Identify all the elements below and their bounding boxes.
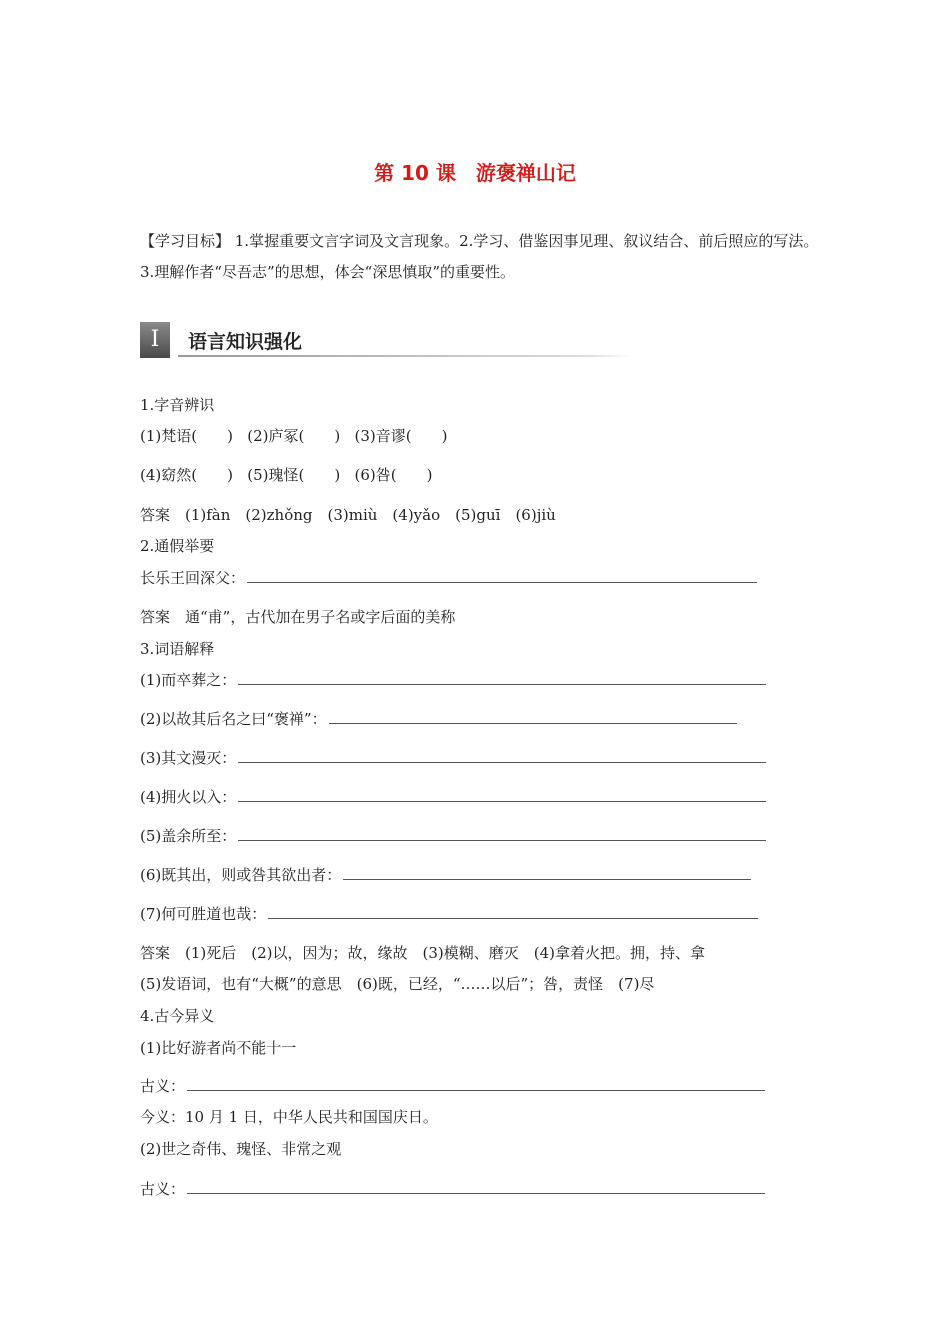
answer-blank[interactable] bbox=[238, 800, 766, 802]
section-header bbox=[140, 322, 830, 358]
q3-item bbox=[140, 825, 766, 846]
q3-item bbox=[140, 747, 766, 768]
gu-label: 古义： bbox=[140, 1077, 186, 1095]
answer-blank[interactable] bbox=[329, 722, 737, 724]
q3-item-label: (7)何可胜道也哉： bbox=[140, 905, 267, 923]
q4-item-1: (1)比好游者尚不能十一 bbox=[140, 1039, 297, 1057]
q3-answer-line2: (5)发语词，也有“大概”的意思 (6)既，已经，“……以后”；咎，责怪 (7)尽 bbox=[140, 975, 655, 993]
q3-item-label: (3)其文漫灭： bbox=[140, 749, 237, 767]
q3-item bbox=[140, 708, 737, 729]
q1-item-1: (1)梵语( ) bbox=[140, 427, 233, 445]
q3-item-label: (4)拥火以入： bbox=[140, 788, 237, 806]
q3-item bbox=[140, 903, 758, 924]
answer-blank[interactable] bbox=[238, 761, 766, 763]
gu-label: 古义： bbox=[140, 1180, 186, 1198]
q3-item bbox=[140, 786, 766, 807]
q3-item-label: (2)以故其后名之曰“褒禅”： bbox=[140, 710, 327, 728]
q3-item-label: (5)盖余所至： bbox=[140, 827, 237, 845]
answer-blank[interactable] bbox=[343, 878, 751, 880]
q3-item bbox=[140, 669, 766, 690]
q4-jin-line: 今义：10 月 1 日，中华人民共和国国庆日。 bbox=[140, 1108, 438, 1126]
q2-answer: 答案 通“甫”，古代加在男子名或字后面的美称 bbox=[140, 608, 456, 626]
q3-item bbox=[140, 864, 751, 885]
q1-row1 bbox=[140, 425, 447, 446]
q4-gu-line bbox=[140, 1075, 765, 1096]
section-number-badge: I bbox=[140, 322, 170, 358]
q3-heading: 3.词语解释 bbox=[140, 640, 215, 658]
answer-blank[interactable] bbox=[187, 1089, 765, 1091]
answer-blank[interactable] bbox=[238, 839, 766, 841]
q1-item-4: (4)窈然( ) bbox=[140, 466, 233, 484]
learning-goals: 【学习目标】 1.掌握重要文言字词及文言现象。2.学习、借鉴因事见理、叙议结合、前后照应的写法。3.理解作者“尽吾志”的思想，体会“深思慎取”的重要性。 bbox=[140, 232, 819, 281]
q1-item-3: (3)音谬( ) bbox=[354, 427, 448, 445]
q4-gu-line bbox=[140, 1178, 765, 1199]
q2-heading: 2.通假举要 bbox=[140, 537, 215, 555]
q4-item-2: (2)世之奇伟、瑰怪、非常之观 bbox=[140, 1140, 342, 1158]
q2-item bbox=[140, 567, 757, 588]
answer-blank[interactable] bbox=[187, 1192, 765, 1194]
q1-item-6: (6)咎( ) bbox=[354, 466, 433, 484]
q3-item-label: (6)既其出，则或咎其欲出者： bbox=[140, 866, 342, 884]
q1-item-5: (5)瑰怪( ) bbox=[247, 466, 341, 484]
answer-blank[interactable] bbox=[268, 917, 758, 919]
section-title: 语言知识强化 bbox=[188, 331, 303, 353]
page-title: 第 10 课 游褒禅山记 bbox=[374, 161, 576, 185]
q1-row2 bbox=[140, 464, 432, 485]
q1-answer: 答案 (1)fàn (2)zhǒng (3)miù (4)yǎo (5)guī (6)jiù bbox=[140, 506, 556, 524]
answer-blank[interactable] bbox=[238, 683, 766, 685]
q1-item-2: (2)庐冢( ) bbox=[247, 427, 341, 445]
section-divider bbox=[178, 355, 633, 357]
q2-item-label: 长乐王回深父： bbox=[140, 569, 246, 587]
q3-item-label: (1)而卒葬之： bbox=[140, 671, 237, 689]
q4-heading: 4.古今异义 bbox=[140, 1007, 215, 1025]
q3-answer-line1: 答案 (1)死后 (2)以，因为；故，缘故 (3)模糊、磨灭 (4)拿着火把。拥，持、拿 bbox=[140, 944, 705, 962]
answer-blank[interactable] bbox=[247, 581, 757, 583]
q1-heading: 1.字音辨识 bbox=[140, 396, 215, 414]
